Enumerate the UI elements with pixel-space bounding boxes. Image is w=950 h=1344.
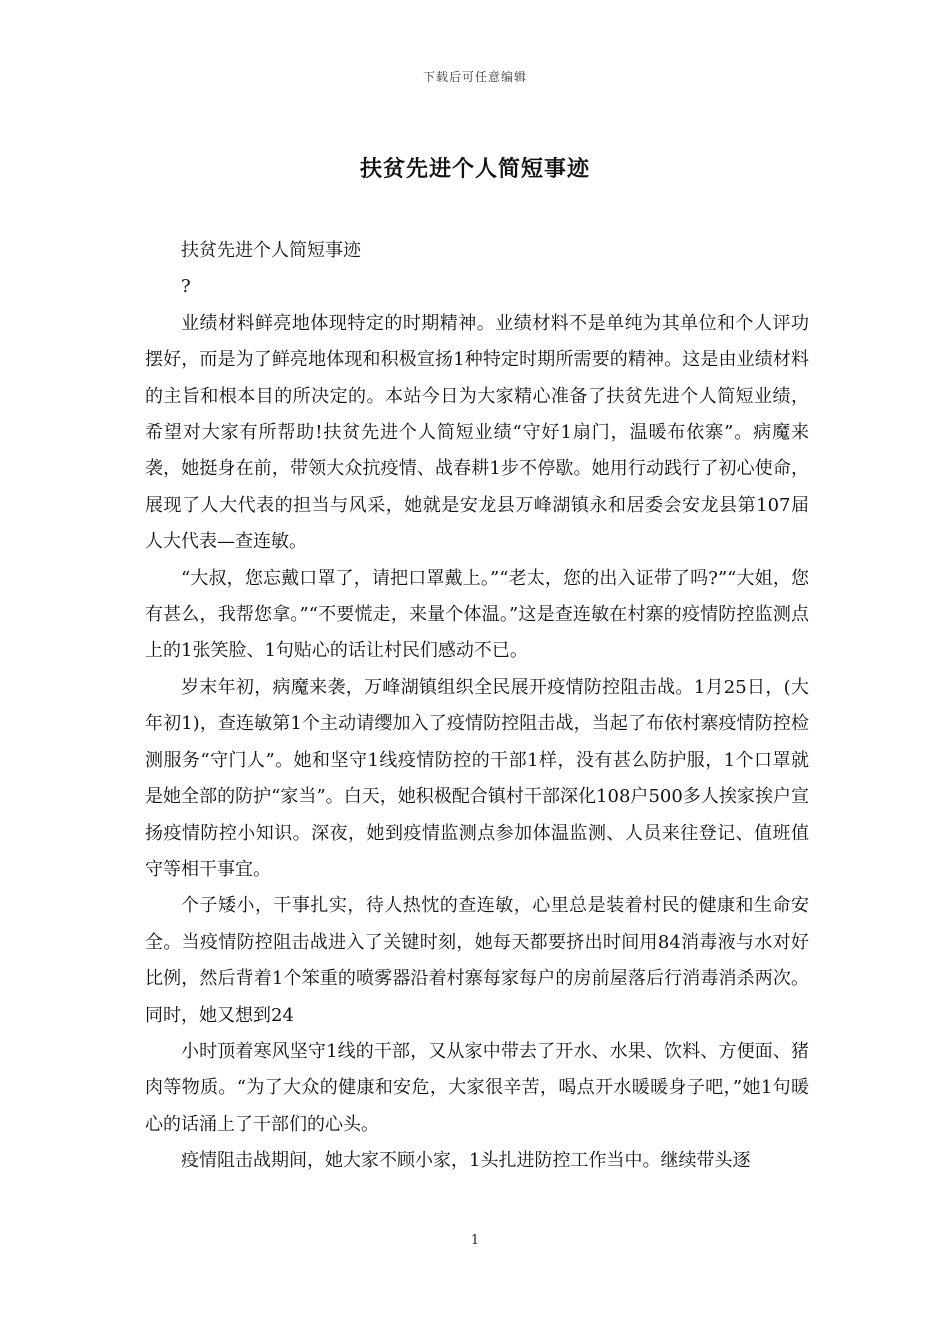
paragraph: 个子矮小，干事扎实，待人热忱的查连敏，心里总是装着村民的健康和生命安全。当疫情防控阻击战进入了关键时刻，她每天都要挤出时间用84消毒液与水对好比例，然后背着1个笨重的喷雾器沿着村寨每家每户的房前屋落后行消毒消杀两次。同时，她又想到24: [145, 895, 809, 1026]
paragraph: “大叔，您忘戴口罩了，请把口罩戴上。”“老太，您的出入证带了吗?”“大姐，您有甚么，我帮您拿。”“不要慌走，来量个体温。”这是查连敏在村寨的疫情防控监测点上的1张笑脸、1句贴心的话让村民们感动不已。: [145, 567, 809, 662]
paragraph: 岁末年初，病魔来袭，万峰湖镇组织全民展开疫情防控阻击战。1月25日，(大年初1)，查连敏第1个主动请缨加入了疫情防控阻击战，当起了布依村寨疫情防控检测服务“守门人”。她和坚守1线疫情防控的干部1样，没有甚么防护服，1个口罩就是她全部的防护“家当”。白天，她积极配合镇村干部深化108户500多人挨家挨户宣扬疫情防控小知识。深夜，她到疫情监测点参加体温监测、人员来往登记、值班值守等相干事宜。: [145, 676, 809, 880]
paragraph-question-mark: ?: [181, 276, 191, 298]
document-body: [145, 233, 809, 1180]
document-title: 扶贫先进个人简短事迹: [359, 156, 590, 182]
page-number: 1: [470, 1233, 480, 1248]
paragraph-subtitle: 扶贫先进个人简短事迹: [181, 240, 361, 261]
header-note: 下载后可任意编辑: [422, 70, 527, 84]
paragraph: 业绩材料鲜亮地体现特定的时期精神。业绩材料不是单纯为其单位和个人评功摆好，而是为了鲜亮地体现和积极宣扬1种特定时期所需要的精神。这是由业绩材料的主旨和根本目的所决定的。本站今日为大家精心准备了扶贫先进个人简短业绩，希望对大家有所帮助!扶贫先进个人简短业绩“守好1扇门，温暖布依寨”。病魔来袭，她挺身在前，带领大众抗疫情、战春耕1步不停歇。她用行动践行了初心使命，展现了人大代表的担当与风采，她就是安龙县万峰湖镇永和居委会安龙县第107届人大代表—查连敏。: [145, 312, 809, 553]
paragraph: 小时顶着寒风坚守1线的干部，又从家中带去了开水、水果、饮料、方便面、猪肉等物质。“为了大众的健康和安危，大家很辛苦，喝点开水暖暖身子吧，”她1句暖心的话涌上了干部们的心头。: [145, 1040, 809, 1135]
paragraph: 疫情阻击战期间，她大家不顾小家，1头扎进防控工作当中。继续带头逐: [181, 1150, 751, 1172]
